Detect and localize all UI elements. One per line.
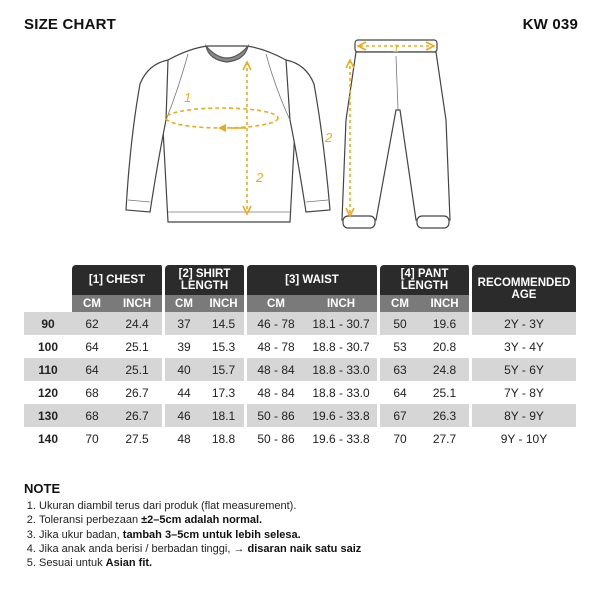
note-item: 3. Jika ukur badan, tambah 3–5cm untuk lebih selesa.	[39, 528, 361, 542]
subheader-cm: CM	[247, 295, 305, 312]
size-label: 110	[24, 358, 72, 381]
subheader-inch: INCH	[203, 295, 247, 312]
size-table	[24, 265, 576, 450]
subheader-inch: INCH	[420, 295, 472, 312]
group-waist: [3] WAIST	[247, 265, 380, 295]
subheader-inch: INCH	[305, 295, 380, 312]
group-pant-length: [4] PANT LENGTH	[380, 265, 472, 295]
table-row: 120 68 26.7 44 17.3 48 - 84 18.8 - 33.0 64 25.1 7Y - 8Y	[24, 381, 576, 404]
pants-marker-2: 2	[325, 130, 333, 145]
table-row: 90 62 24.4 37 14.5 46 - 78 18.1 - 30.7 50 19.6 2Y - 3Y	[24, 312, 576, 335]
size-label: 90	[24, 312, 72, 335]
shirt-marker-1: 1	[184, 90, 192, 105]
size-label: 130	[24, 404, 72, 427]
subheader-cm: CM	[72, 295, 112, 312]
note-item: 4. Jika anak anda berisi / berbadan tinggi, → disaran naik satu saiz	[39, 542, 361, 556]
page-title: SIZE CHART	[24, 16, 116, 33]
note-item: 1. Ukuran diambil terus dari produk (flat measurement).	[39, 499, 361, 513]
shirt-drawing	[126, 46, 330, 222]
subheader-cm: CM	[380, 295, 420, 312]
size-label: 100	[37, 339, 59, 354]
table-row: 140 70 27.5 48 18.8 50 - 86 19.6 - 33.8 70 27.7 9Y - 10Y	[24, 427, 576, 450]
pants-drawing	[342, 40, 450, 228]
group-chest: [1] CHEST	[72, 265, 165, 295]
notes-section	[24, 482, 361, 570]
table-row: 110 64 25.1 40 15.7 48 - 84 18.8 - 33.0 63 24.8 5Y - 6Y	[24, 358, 576, 381]
table-row: 100 64 25.1 39 15.3 48 - 78 18.8 - 30.7 53 20.8 3Y - 4Y	[24, 335, 576, 358]
shirt-marker-2: 2	[256, 170, 264, 185]
group-shirt-length: [2] SHIRT LENGTH	[165, 265, 247, 295]
size-label: 140	[37, 431, 59, 446]
group-recommended-age: RECOMMENDED AGE	[472, 265, 576, 312]
size-label: 120	[37, 385, 59, 400]
pants-marker-1: 1	[393, 43, 400, 55]
notes-list	[24, 499, 361, 570]
garment-illustration	[0, 36, 600, 246]
note-item: 2. Toleransi perbezaan ±2–5cm adalah normal.	[39, 513, 361, 527]
subheader-inch: INCH	[112, 295, 165, 312]
table-row: 130 68 26.7 46 18.1 50 - 86 19.6 - 33.8 67 26.3 8Y - 9Y	[24, 404, 576, 427]
subheader-cm: CM	[165, 295, 203, 312]
product-code: KW 039	[522, 16, 578, 33]
notes-title: NOTE	[24, 481, 61, 496]
note-item: 5. Sesuai untuk Asian fit.	[39, 556, 361, 570]
